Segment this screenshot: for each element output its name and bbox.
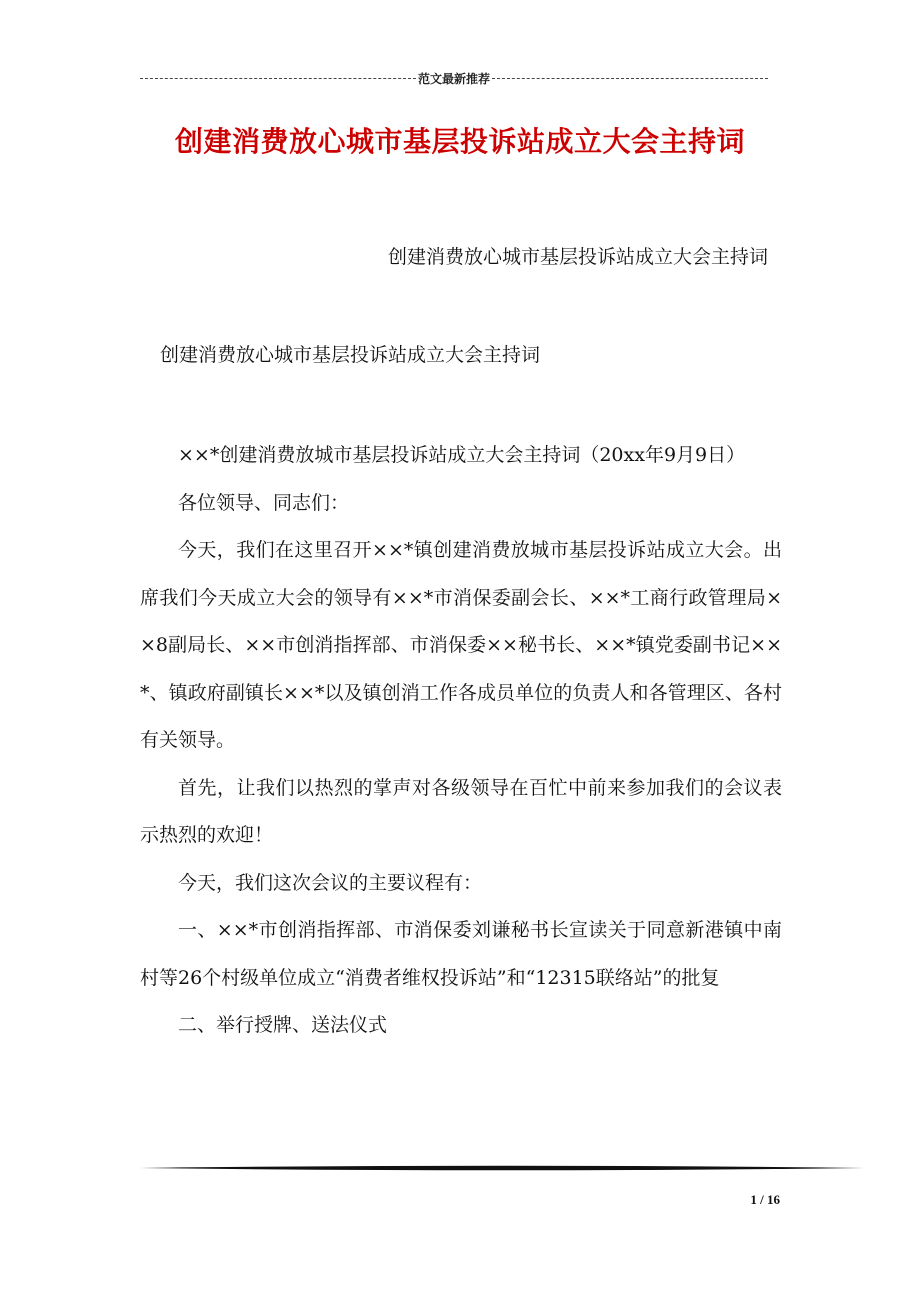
page-header: [140, 70, 768, 87]
header-dash-left: [140, 78, 416, 79]
header-dash-right: [492, 78, 768, 79]
document-body: [140, 432, 782, 1050]
footer-divider: [140, 1165, 864, 1171]
paragraph: 一、××*市创消指挥部、市消保委刘谦秘书长宣读关于同意新港镇中南村等26个村级单位成立“消费者维权投诉站”和“12315联络站”的批复: [140, 919, 782, 989]
paragraph: 今天，我们在这里召开××*镇创建消费放城市基层投诉站成立大会。出席我们今天成立大会的领导有××*市消保委副会长、××*工商行政管理局××8副局长、××市创消指挥部、市消保委××秘书长、××*镇党委副书记××*、镇政府副镇长××*以及镇创消工作各成员单位的负责人和各管理区、各村有关领导。: [140, 539, 782, 751]
paragraph: 首先，让我们以热烈的掌声对各级领导在百忙中前来参加我们的会议表示热烈的欢迎！: [140, 776, 782, 846]
paragraph: 今天，我们这次会议的主要议程有：: [178, 871, 483, 894]
paragraph: ××*创建消费放城市基层投诉站成立大会主持词（20xx年9月9日）: [178, 444, 746, 466]
document-subtitle-right: 创建消费放心城市基层投诉站成立大会主持词: [387, 246, 768, 268]
paragraph: 二、举行授牌、送法仪式: [178, 1014, 388, 1036]
paragraph: 各位领导、同志们：: [178, 491, 350, 514]
document-subtitle-left: 创建消费放心城市基层投诉站成立大会主持词: [160, 344, 541, 366]
page-number: 1 / 16: [750, 1192, 780, 1207]
header-banner: 范文最新推荐: [418, 72, 491, 86]
document-title: 创建消费放心城市基层投诉站成立大会主持词: [174, 125, 745, 158]
